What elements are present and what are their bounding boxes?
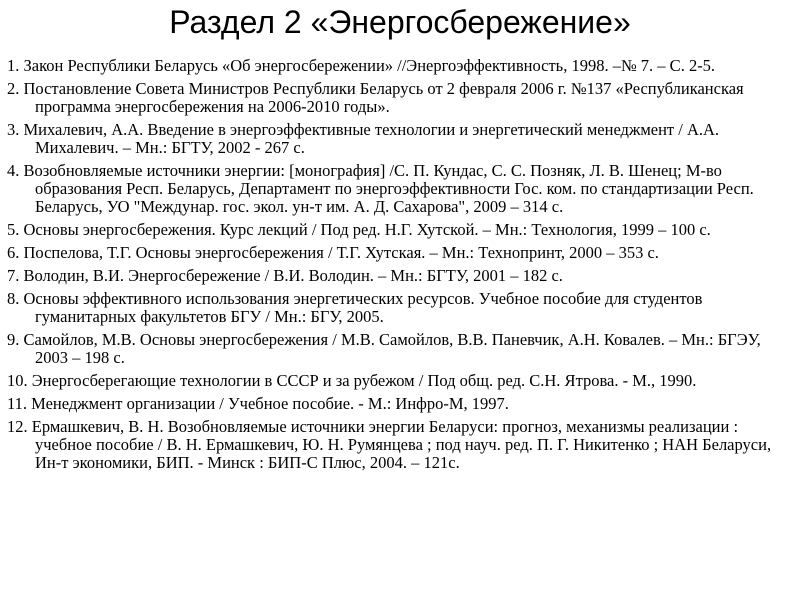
reference-item: 9. Самойлов, М.В. Основы энергосбережения / М.В. Самойлов, В.В. Паневчик, А.Н. Ковалев. – Мн.: БГЭУ, 2003 – 198 с. [7, 330, 761, 367]
reference-item: 5. Основы энергосбережения. Курс лекций / Под ред. Н.Г. Хутской. – Мн.: Технология, 1999 – 100 с. [7, 220, 711, 239]
reference-item: 8. Основы эффективного использования энергетических ресурсов. Учебное пособие для студентов гуманитарных факультетов БГУ / Мн.: БГУ, 2005. [7, 289, 703, 326]
slide-title: Раздел 2 «Энергосбережение» [169, 4, 631, 40]
reference-item: 6. Поспелова, Т.Г. Основы энергосбережения / Т.Г. Хутская. – Мн.: Технопринт, 2000 – 353 с. [7, 243, 659, 262]
reference-item: 12. Ермашкевич, В. Н. Возобновляемые источники энергии Беларуси: прогноз, механизмы реализации : учебное пособие / В. Н. Ермашкевич, Ю. Н. Румянцева ; под науч. ред. П. Г. Никитенко ; НАН Беларуси, Ин-т экономики, БИП. - Минск : БИП-С Плюс, 2004. – 121с. [7, 417, 772, 472]
reference-item: 11. Менеджмент организации / Учебное пособие. - М.: Инфро-М, 1997. [7, 394, 509, 413]
reference-item: 7. Володин, В.И. Энергосбережение / В.И. Володин. – Мн.: БГТУ, 2001 – 182 с. [7, 266, 563, 285]
reference-list [7, 57, 777, 477]
reference-item: 10. Энергосберегающие технологии в СССР и за рубежом / Под общ. ред. С.Н. Ятрова. - М., 1990. [7, 371, 697, 390]
reference-item: 2. Постановление Совета Министров Республики Беларусь от 2 февраля 2006 г. №137 «Республиканская программа энергосбережения на 2006-2010 годы». [7, 79, 744, 116]
reference-item: 3. Михалевич, А.А. Введение в энергоэффективные технологии и энергетический менеджмент / А.А. Михалевич. – Мн.: БГТУ, 2002 - 267 с. [7, 120, 720, 157]
reference-item: 4. Возобновляемые источники энергии: [монография] /С. П. Кундас, С. С. Позняк, Л. В. Шенец; М-во образования Респ. Беларусь, Департамент по энергоэффективности Гос. ком. по стандартизации Респ. Беларусь, УО "Междунар. гос. экол. ун-т им. А. Д. Сахарова", 2009 – 314 с. [7, 161, 754, 216]
reference-item: 1. Закон Республики Беларусь «Об энергосбережении» //Энергоэффективность, 1998. –№ 7. – С. 2-5. [7, 56, 716, 75]
